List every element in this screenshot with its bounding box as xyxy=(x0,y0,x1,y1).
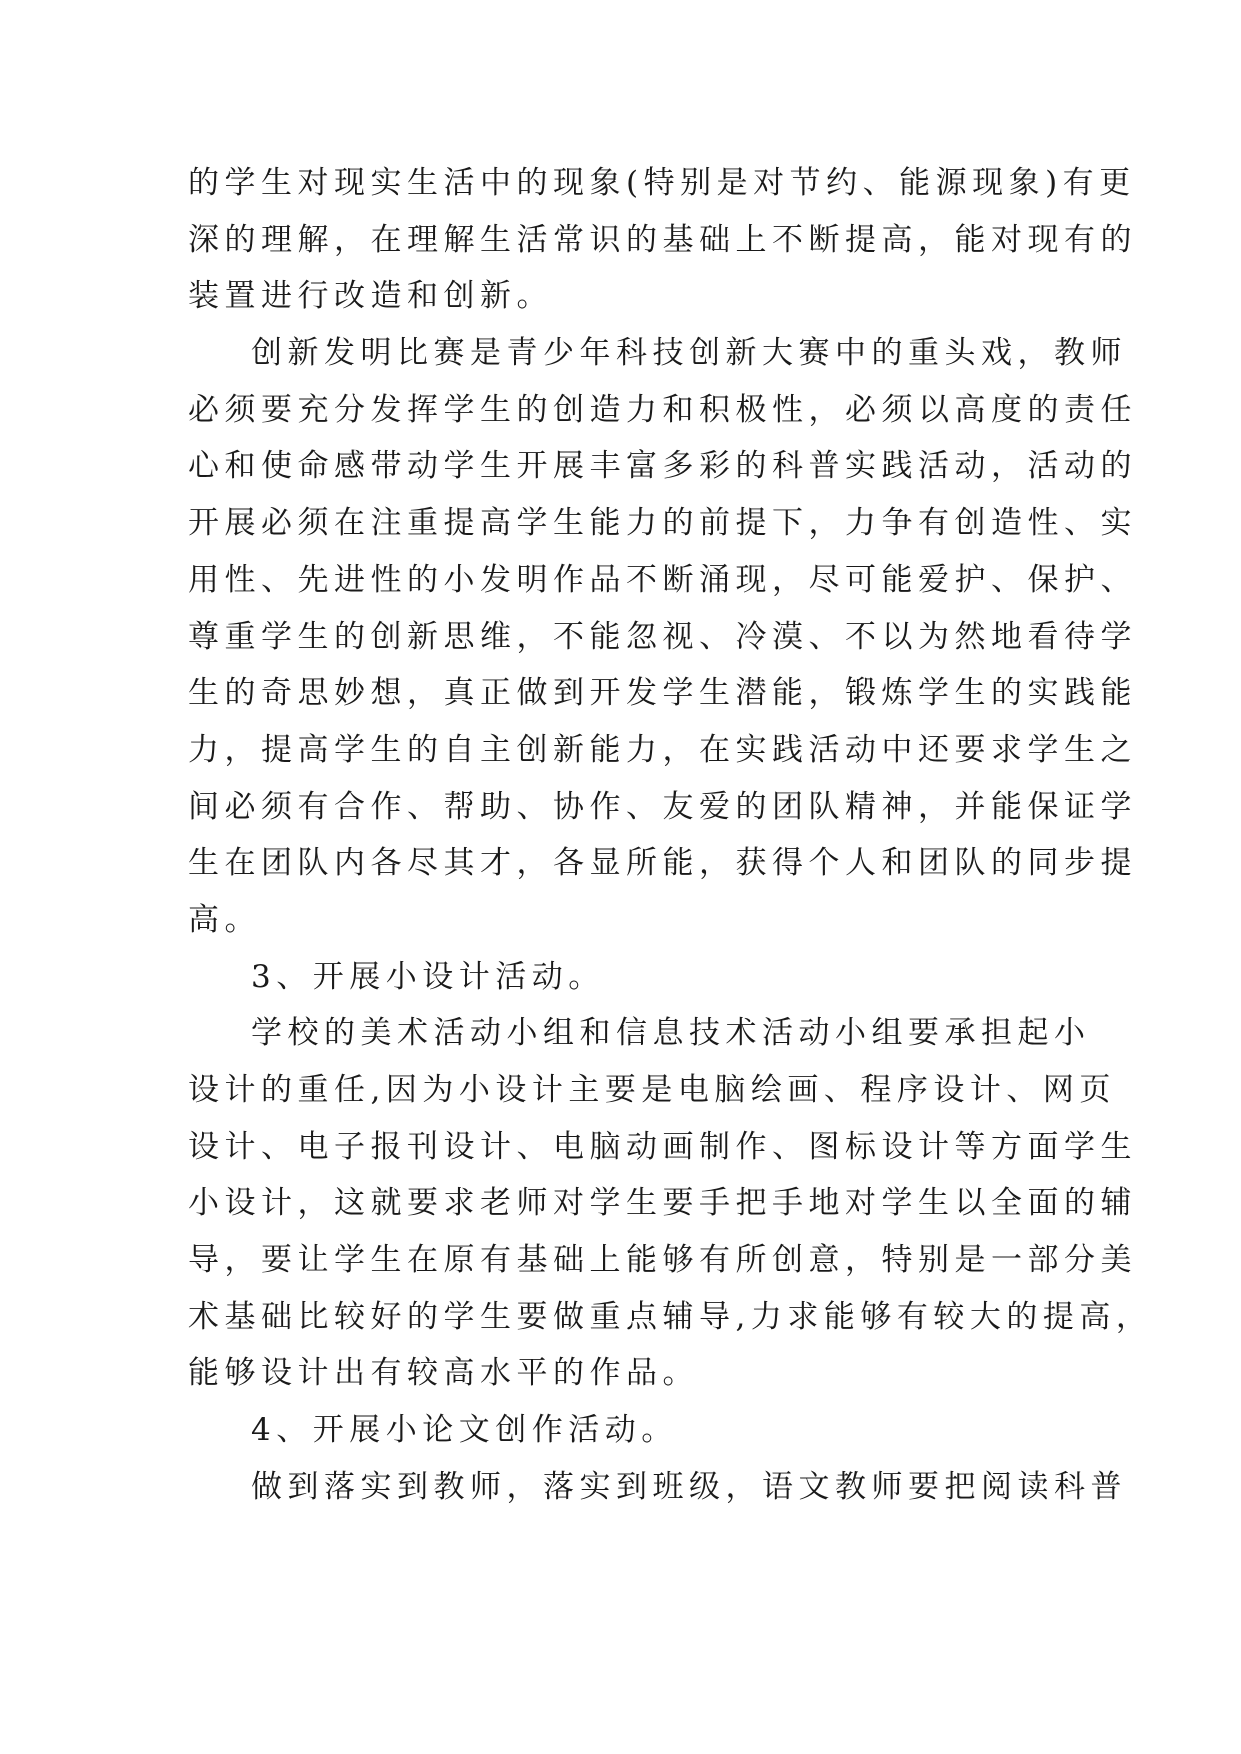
text-line: 用性、先进性的小发明作品不断涌现，尽可能爱护、保护、 xyxy=(188,561,1137,598)
text-line: 力，提高学生的自主创新能力，在实践活动中还要求学生之 xyxy=(188,731,1137,768)
text-line: 必须要充分发挥学生的创造力和积极性，必须以高度的责任 xyxy=(188,391,1137,428)
text-line: 开展必须在注重提高学生能力的前提下，力争有创造性、实 xyxy=(188,505,1137,542)
text-line: 生在团队内各尽其才，各显所能，获得个人和团队的同步提 xyxy=(188,845,1137,882)
text-line: 高。 xyxy=(188,901,261,938)
document-body xyxy=(188,155,1153,1516)
section-heading: 4、开展小论文创作活动。 xyxy=(251,1412,678,1449)
text-line: 设计、电子报刊设计、电脑动画制作、图标设计等方面学生 xyxy=(188,1128,1137,1165)
text-line: 导，要让学生在原有基础上能够有所创意，特别是一部分美 xyxy=(188,1242,1137,1279)
text-line: 学校的美术活动小组和信息技术活动小组要承担起小 xyxy=(251,1015,1091,1052)
section-heading: 3、开展小设计活动。 xyxy=(251,958,605,995)
text-line: 间必须有合作、帮助、协作、友爱的团队精神，并能保证学 xyxy=(188,788,1137,825)
text-line: 生的奇思妙想，真正做到开发学生潜能，锻炼学生的实践能 xyxy=(188,675,1137,712)
text-line: 能够设计出有较高水平的作品。 xyxy=(188,1355,699,1392)
text-line: 小设计，这就要求老师对学生要手把手地对学生以全面的辅 xyxy=(188,1185,1137,1222)
text-line: 的学生对现实生活中的现象(特别是对节约、能源现象)有更 xyxy=(188,165,1136,201)
text-line: 深的理解，在理解生活常识的基础上不断提高，能对现有的 xyxy=(188,221,1137,258)
text-line: 设计的重任,因为小设计主要是电脑绘画、程序设计、网页 xyxy=(188,1072,1116,1108)
text-line: 创新发明比赛是青少年科技创新大赛中的重头戏，教师 xyxy=(251,335,1127,372)
text-line: 做到落实到教师，落实到班级，语文教师要把阅读科普 xyxy=(251,1468,1127,1505)
text-line: 术基础比较好的学生要做重点辅导,力求能够有较大的提高， xyxy=(188,1298,1153,1335)
text-line: 心和使命感带动学生开展丰富多彩的科普实践活动，活动的 xyxy=(188,448,1137,485)
text-line: 装置进行改造和创新。 xyxy=(188,278,553,315)
text-line: 尊重学生的创新思维，不能忽视、冷漠、不以为然地看待学 xyxy=(188,618,1137,655)
